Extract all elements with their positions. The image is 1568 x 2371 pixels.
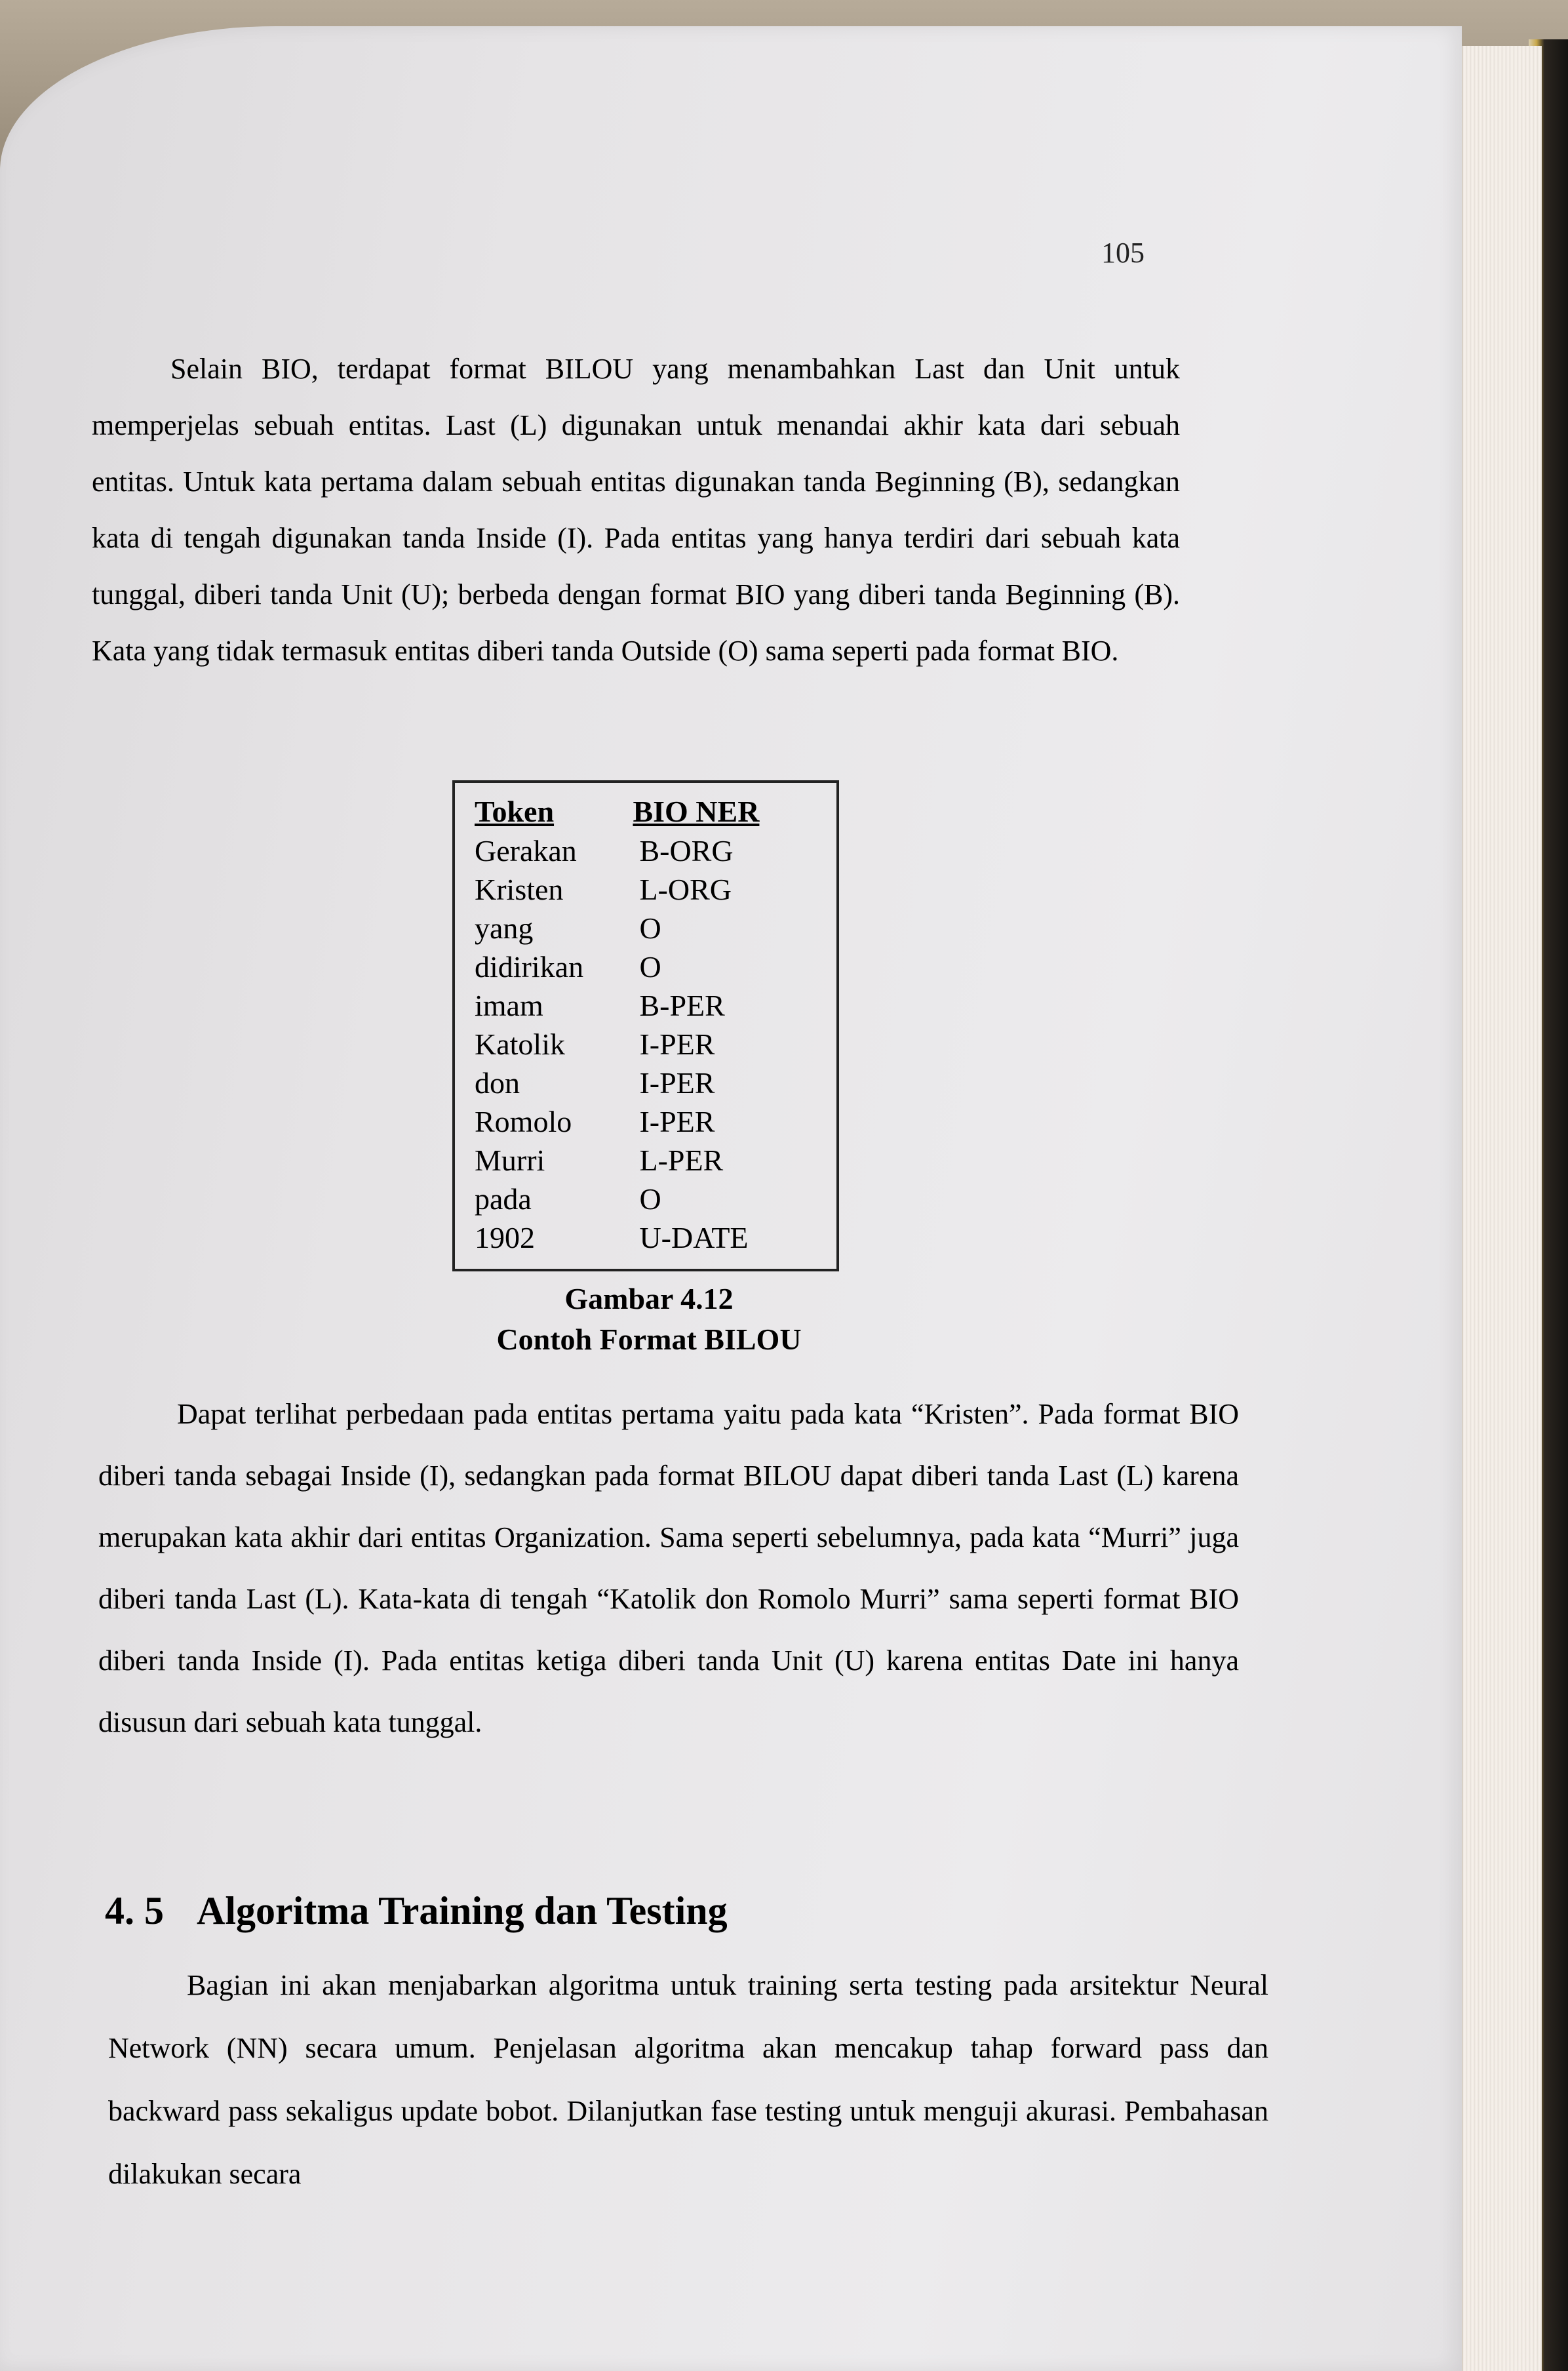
table-row [475,1102,817,1141]
tag-cell: O [639,1182,661,1216]
tag-cell: I-PER [639,1105,715,1138]
tag-cell: B-PER [639,989,725,1022]
table-row [475,1180,817,1218]
token-cell: Gerakan [475,834,577,867]
token-cell: Romolo [475,1105,572,1138]
paragraph-bilou-comparison: Dapat terlihat perbedaan pada entitas pertama yaitu pada kata “Kristen”. Pada format BIO diberi tanda sebagai Inside (I), sedangkan pada format BILOU dapat diberi tanda Last (L) karena merupakan kata akhir dari entitas Organization. Sama seperti sebelumnya, pada kata “Murri” juga diberi tanda Last (L). Kata-kata di tengah “Katolik don Romolo Murri” sama seperti format BIO diberi tanda Inside (I). Pada entitas ketiga diberi tanda Unit (U) karena entitas Date ini hanya disusun dari sebuah kata tunggal. [98,1398,1239,1738]
table-row [475,947,817,986]
paragraph-bilou-intro: Selain BIO, terdapat format BILOU yang menambahkan Last dan Unit untuk memperjelas sebuah entitas. Last (L) digunakan untuk menandai akhir kata dari sebuah entitas. Untuk kata pertama dalam sebuah entitas digunakan tanda Beginning (B), sedangkan kata di tengah digunakan tanda Inside (I). Pada entitas yang hanya terdiri dari sebuah kata tunggal, diberi tanda Unit (U); berbeda dengan format BIO yang diberi tanda Beginning (B). Kata yang tidak termasuk entitas diberi tanda Outside (O) sama seperti pada format BIO. [92,353,1180,667]
page-number: 105 [1101,237,1145,269]
tag-cell: I-PER [639,1027,715,1061]
token-cell: Kristen [475,873,564,906]
token-cell: yang [475,911,534,945]
token-cell: imam [475,989,543,1022]
table-row [475,909,817,947]
table-row [475,1025,817,1064]
page-stack-edges [1462,46,1542,2371]
column-header-bio-ner: BIO NER [633,795,760,828]
tag-cell: L-PER [639,1144,724,1177]
tag-cell: O [639,950,661,984]
token-cell: Murri [475,1144,545,1177]
tag-cell: B-ORG [639,834,734,867]
column-header-token: Token [475,795,555,828]
token-cell: Katolik [475,1027,565,1061]
tag-cell: U-DATE [639,1221,749,1254]
tag-cell: I-PER [639,1066,715,1100]
table-row [475,1064,817,1102]
table-header-row [475,792,817,831]
tag-cell: L-ORG [639,873,732,906]
section-heading [105,1888,728,1934]
section-title: Algoritma Training dan Testing [197,1889,728,1932]
bilou-example-table [452,780,839,1271]
table-row [475,1141,817,1180]
figure-number: Gambar 4.12 [564,1282,734,1315]
table-row [475,1218,817,1257]
token-cell: don [475,1066,520,1100]
tag-cell: O [639,911,661,945]
table-row [475,986,817,1025]
token-cell: didirikan [475,950,584,984]
book-page [0,26,1462,2371]
figure-caption [406,1279,892,1360]
section-number: 4. 5 [105,1889,164,1932]
table-row [475,831,817,870]
figure-title: Contoh Format BILOU [496,1323,802,1356]
token-cell: pada [475,1182,532,1216]
token-cell: 1902 [475,1221,535,1254]
paragraph-algorithm-intro: Bagian ini akan menjabarkan algoritma untuk training serta testing pada arsitektur Neural Network (NN) secara umum. Penjelasan algoritma akan mencakup tahap forward pass dan backward pass sekaligus update bobot. Dilanjutkan fase testing untuk menguji akurasi. Pembahasan dilakukan secara [108,1969,1268,2190]
token-tag-table [475,792,817,1257]
table-row [475,870,817,909]
